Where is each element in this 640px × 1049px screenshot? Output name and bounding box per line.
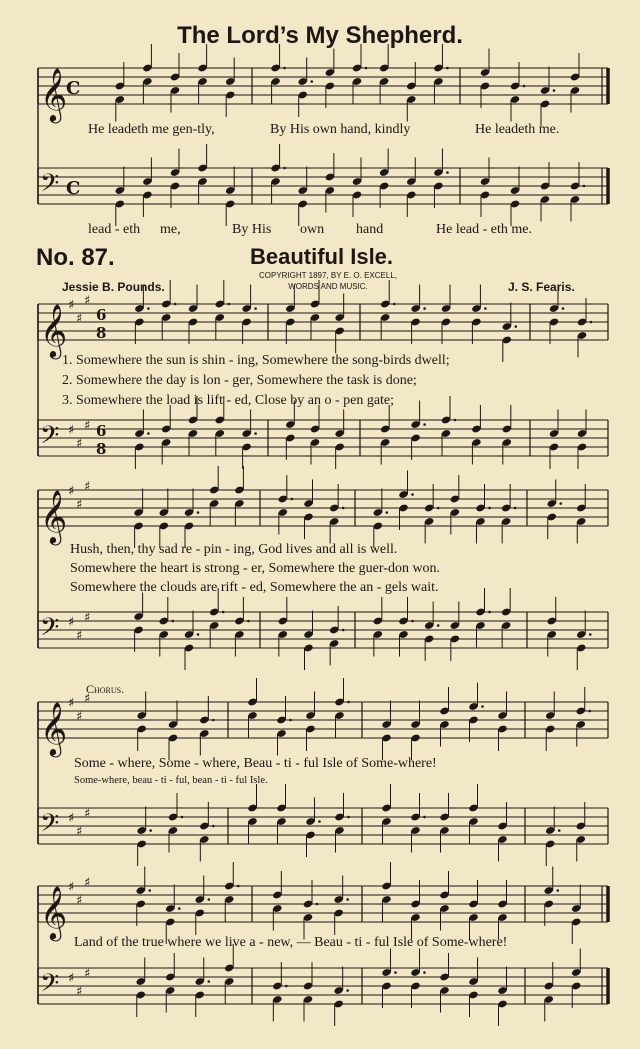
sharp-icon: ♯ — [84, 875, 91, 891]
sharp-icon: ♯ — [68, 880, 75, 895]
treble-clef-icon: 𝄞 — [40, 701, 68, 755]
sharp-icon: ♯ — [76, 628, 83, 644]
prev-lyric-1: He leadeth me gen-tly, — [88, 122, 215, 137]
time-signature-digit: 8 — [96, 440, 107, 458]
chorus-label: Chorus. — [86, 682, 125, 696]
time-signature-digit: 8 — [96, 324, 107, 342]
sharp-icon: ♯ — [84, 418, 91, 434]
sharp-icon: ♯ — [76, 497, 83, 513]
verse-2-line-2: Somewhere the heart is strong - er, Somewhere the guer-don won. — [70, 561, 441, 576]
verse-3-line-2: Somewhere the clouds are rift - ed, Somewhere the an - gels wait. — [70, 580, 439, 595]
system-brace — [0, 490, 640, 650]
prev-bass-lyric-5: hand — [356, 222, 384, 237]
bass-clef-icon: 𝄢 — [40, 421, 60, 456]
sharp-icon: ♯ — [68, 696, 75, 711]
sharp-icon: ♯ — [84, 479, 91, 495]
bass-clef-icon: 𝄢 — [40, 969, 60, 1004]
prev-bass-lyric-1: lead - eth — [88, 222, 141, 237]
bass-clef-icon: 𝄢 — [40, 809, 60, 844]
sharp-icon: ♯ — [76, 436, 83, 452]
bass-clef-icon: 𝄢 — [40, 169, 60, 204]
time-signature-digit: 6 — [96, 306, 107, 324]
bass-clef-icon: 𝄢 — [40, 613, 60, 648]
prev-bass-lyric-2: me, — [160, 222, 181, 237]
sharp-icon: ♯ — [68, 484, 75, 499]
hymn-title: Beautiful Isle. — [250, 244, 394, 269]
chorus-lyric-2: Land of the true where we live a - new, — Beau - ti - ful Isle of Some-where! — [74, 935, 508, 950]
copyright-line-1: COPYRIGHT 1897, BY E. O. EXCELL, — [259, 271, 397, 280]
sharp-icon: ♯ — [76, 984, 83, 1000]
sharp-icon: ♯ — [68, 811, 75, 826]
sharp-icon: ♯ — [68, 971, 75, 986]
treble-clef-icon: 𝄞 — [40, 67, 68, 121]
sharp-icon: ♯ — [84, 610, 91, 626]
prev-lyric-2: By His own hand, kindly — [270, 122, 411, 137]
prev-bass-lyric-6: He lead - eth me. — [436, 222, 533, 237]
copyright-line-2: WORDS AND MUSIC. — [288, 282, 368, 291]
sharp-icon: ♯ — [84, 293, 91, 309]
chorus-bass-lyric: Some-where, beau - ti - ful, bean - ti - ful Isle. — [74, 775, 268, 786]
sharp-icon: ♯ — [76, 709, 83, 725]
prev-bass-lyric-4: own — [300, 222, 325, 237]
sharp-icon: ♯ — [68, 298, 75, 313]
common-time-icon: C — [66, 78, 81, 99]
sharp-icon: ♯ — [84, 806, 91, 822]
sharp-icon: ♯ — [84, 966, 91, 982]
time-signature-digit: 6 — [96, 422, 107, 440]
common-time-icon: C — [66, 178, 81, 199]
system-brace — [0, 702, 640, 846]
previous-hymn-title: The Lord’s My Shepherd. — [177, 22, 463, 49]
prev-bass-lyric-3: By His — [232, 222, 272, 237]
verse-1-line-2: Hush, then, thy sad re - pin - ing, God lives and all is well. — [70, 542, 398, 557]
verse-1-line-1: 1. Somewhere the sun is shin - ing, Somewhere the song-birds dwell; — [62, 353, 450, 368]
verse-2-line-1: 2. Somewhere the day is lon - ger, Somewhere the task is done; — [62, 373, 417, 388]
sharp-icon: ♯ — [84, 691, 91, 707]
sharp-icon: ♯ — [76, 311, 83, 327]
sharp-icon: ♯ — [68, 615, 75, 630]
verse-3-line-1: 3. Somewhere the load is lift - ed, Close by an o - pen gate; — [62, 393, 395, 408]
prev-lyric-3: He leadeth me. — [475, 122, 560, 137]
hymn-number: No. 87. — [36, 244, 115, 271]
sharp-icon: ♯ — [68, 423, 75, 438]
system-brace — [0, 304, 640, 458]
treble-clef-icon: 𝄞 — [40, 885, 68, 939]
sharp-icon: ♯ — [76, 893, 83, 909]
lyricist-credit: Jessie B. Pounds. — [62, 280, 165, 294]
treble-clef-icon: 𝄞 — [40, 303, 68, 357]
system-brace — [0, 886, 640, 1006]
system-brace — [0, 68, 640, 206]
sharp-icon: ♯ — [76, 824, 83, 840]
chorus-lyric-1: Some - where, Some - where, Beau - ti - ful Isle of Some-where! — [74, 756, 437, 771]
treble-clef-icon: 𝄞 — [40, 489, 68, 543]
composer-credit: J. S. Fearis. — [508, 280, 575, 294]
